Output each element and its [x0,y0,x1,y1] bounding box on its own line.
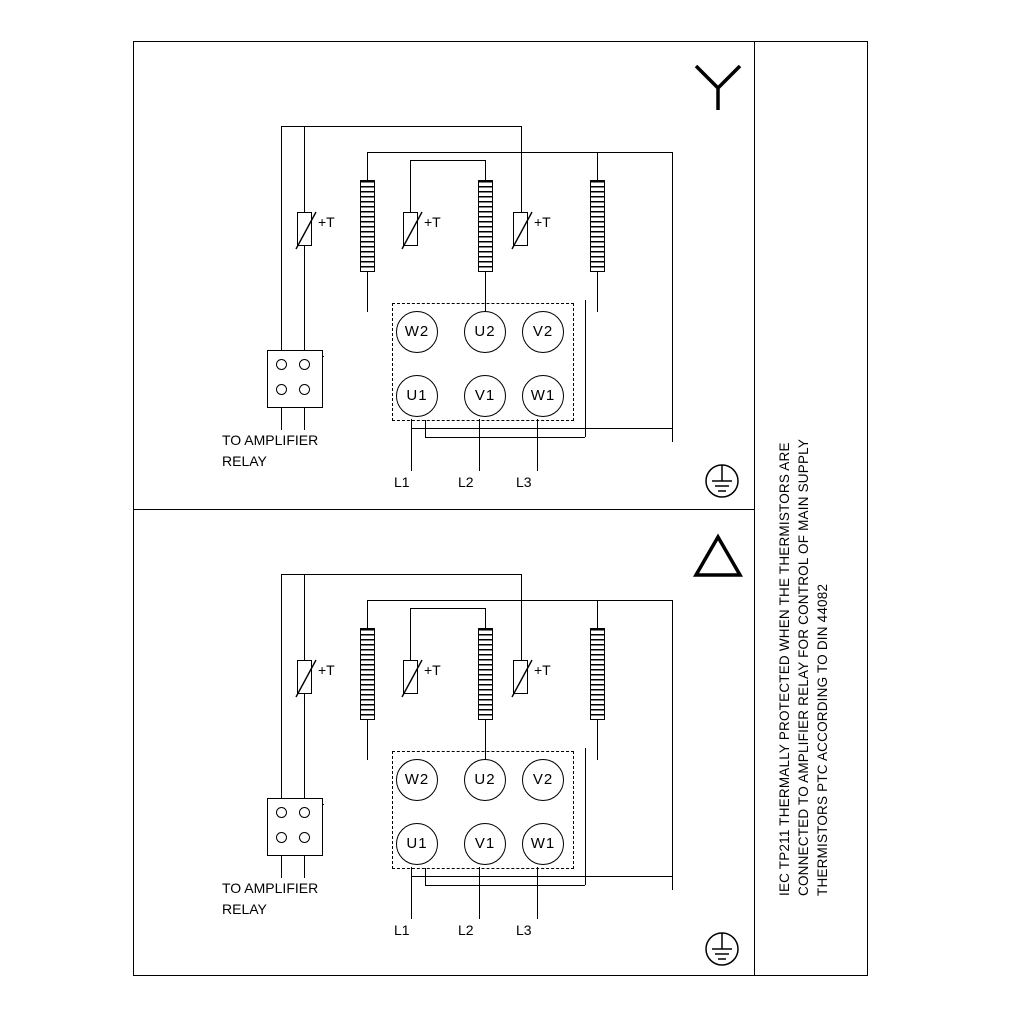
wire-thermistor-drop-1-delta [304,574,305,660]
wire-v2-branch [585,300,586,437]
terminal-dot-2 [299,359,310,370]
wire-thermistor-top-b-delta [367,600,672,601]
wire-thermistor-drop-2 [410,160,411,212]
supply-label-l3-delta: L3 [516,922,532,938]
terminal-v2[interactable]: V2 [522,311,564,353]
terminal-dot-2-delta [299,807,310,818]
supply-label-l3: L3 [516,474,532,490]
terminal-u1[interactable]: U1 [396,375,438,417]
thermistor-2-label-delta: +T [424,662,441,678]
earth-symbol-delta [700,928,744,970]
terminal-w1[interactable]: W1 [522,375,564,417]
thermistor-3-delta [513,660,528,694]
wire-block-out-2 [304,408,305,430]
terminal-u2[interactable]: U2 [464,311,506,353]
star-connection-symbol [690,60,746,114]
wire-coil-u-top [485,160,486,182]
wire-thermistor-top-a [281,126,521,127]
wire-thermistor-drop-3-delta [521,574,522,660]
winding-coil-v-delta [590,628,605,720]
thermistor-3-label: +T [534,214,551,230]
wire-thermistor-drop-2-delta [410,608,411,660]
delta-connection-symbol [692,533,744,579]
wire-right-bus [672,152,673,442]
wire-coil-w-top-delta [367,600,368,630]
terminal-v2-delta[interactable]: V2 [522,759,564,801]
wire-thermistor-link-2-delta [410,608,485,609]
note-line-1: IEC TP211 THERMALLY PROTECTED WHEN THE THERMISTORS ARE [777,442,792,896]
wire-u1-branch-delta [425,868,426,885]
supply-label-l2-delta: L2 [458,922,474,938]
winding-coil-v [590,180,605,272]
terminal-w1-delta[interactable]: W1 [522,823,564,865]
wire-coil-v-bottom-delta [597,720,598,760]
terminal-w2-delta[interactable]: W2 [396,759,438,801]
thermistor-2 [403,212,418,246]
supply-label-l2: L2 [458,474,474,490]
thermistor-3-label-delta: +T [534,662,551,678]
wire-thermistor-left-a-delta [281,574,282,804]
wire-thermistor-link-2 [410,160,485,161]
wire-star-bus-2 [425,437,585,438]
earth-symbol-star [700,460,744,502]
wire-star-bus-1 [411,428,672,429]
terminal-dot-4 [299,384,310,395]
amplifier-terminal-block [267,350,323,408]
wire-block-out-2-delta [304,856,305,878]
wire-thermistor-top-b [367,152,672,153]
wire-thermistor-down-1-delta [304,694,305,804]
wire-right-bus-delta [672,600,673,890]
wire-thermistor-top-a-delta [281,574,521,575]
wire-l2-delta [479,867,480,919]
terminal-dot-3 [276,384,287,395]
wire-coil-v-bottom [597,272,598,312]
winding-coil-w-delta [360,628,375,720]
terminal-w2[interactable]: W2 [396,311,438,353]
wire-coil-u-top-delta [485,608,486,630]
wire-coil-v-top-delta [597,600,598,630]
wire-thermistor-drop-1 [304,126,305,212]
thermistor-1-label: +T [318,214,335,230]
note-line-3: THERMISTORS PTC ACCORDING TO DIN 44082 [815,583,830,896]
amplifier-terminal-block-delta [267,798,323,856]
thermistor-2-label: +T [424,214,441,230]
terminal-dot-1-delta [276,807,287,818]
notes-divider [754,41,755,976]
wire-coil-v-top [597,152,598,182]
terminal-dot-1 [276,359,287,370]
wire-block-out-1 [281,408,282,430]
amplifier-label-line2-delta: RELAY [222,901,267,917]
wire-l3-delta [537,867,538,919]
wire-u1-branch [425,420,426,437]
panel-divider [133,509,754,510]
wire-delta-bus-1 [411,876,672,877]
amplifier-label-line2: RELAY [222,453,267,469]
wire-l1-delta [411,867,412,919]
supply-label-l1-delta: L1 [394,922,410,938]
winding-coil-u-delta [478,628,493,720]
supply-label-l1: L1 [394,474,410,490]
thermistor-1-delta [297,660,312,694]
amplifier-label-line1: TO AMPLIFIER [222,432,319,448]
wire-thermistor-drop-3 [521,126,522,212]
wire-l2 [479,419,480,471]
thermistor-1-label-delta: +T [318,662,335,678]
thermistor-2-delta [403,660,418,694]
wire-coil-w-bottom [367,272,368,312]
terminal-u2-delta[interactable]: U2 [464,759,506,801]
amplifier-label-line1-delta: TO AMPLIFIER [222,880,319,896]
thermistor-3 [513,212,528,246]
terminal-v1-delta[interactable]: V1 [464,823,506,865]
terminal-v1[interactable]: V1 [464,375,506,417]
wire-thermistor-left-a [281,126,282,356]
wire-v2-branch-delta [585,748,586,885]
terminal-dot-4-delta [299,832,310,843]
wire-delta-bus-2 [425,885,585,886]
wire-thermistor-down-1 [304,246,305,356]
wire-l3 [537,419,538,471]
thermistor-1 [297,212,312,246]
wire-l1 [411,419,412,471]
note-line-2: CONNECTED TO AMPLIFIER RELAY FOR CONTROL OF MAIN SUPPLY [796,438,811,896]
terminal-u1-delta[interactable]: U1 [396,823,438,865]
winding-coil-w [360,180,375,272]
wire-coil-w-top [367,152,368,182]
wire-coil-w-bottom-delta [367,720,368,760]
winding-coil-u [478,180,493,272]
wire-block-out-1-delta [281,856,282,878]
terminal-dot-3-delta [276,832,287,843]
